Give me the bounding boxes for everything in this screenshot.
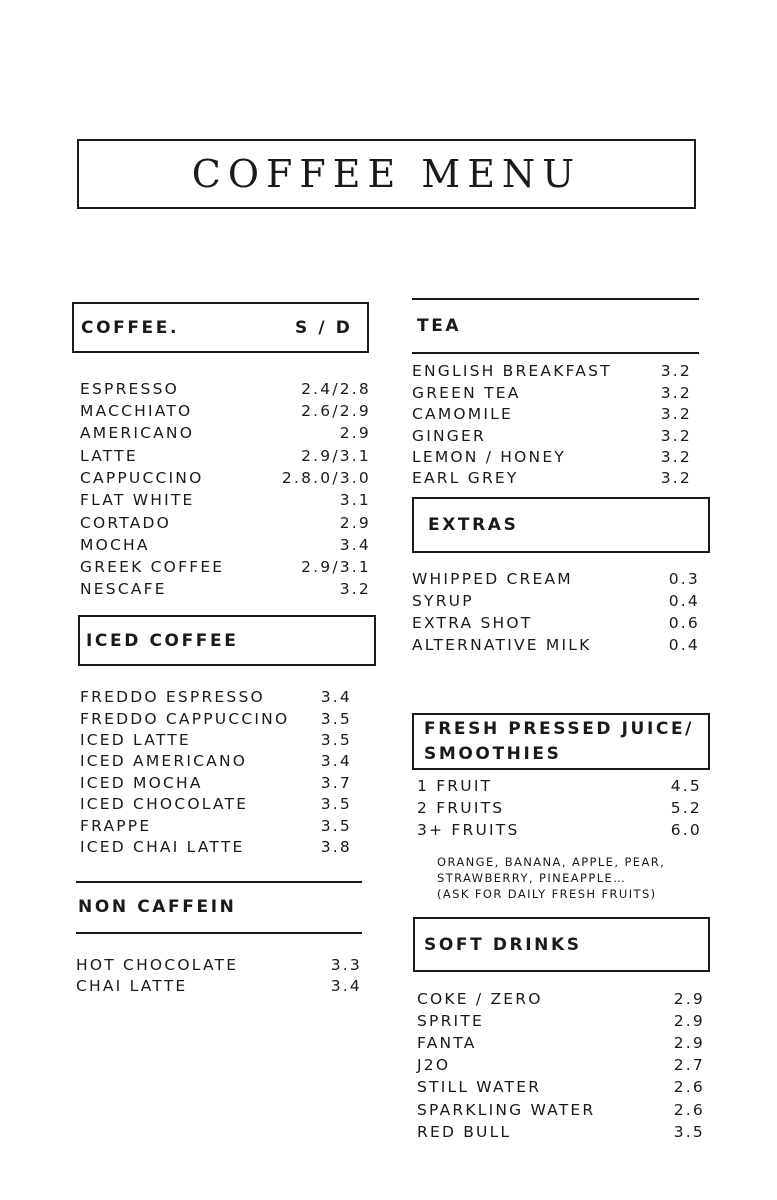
list-item: WHIPPED CREAM 0.3 (412, 570, 700, 588)
tea-heading: TEA (417, 316, 462, 336)
list-item: GREEK COFFEE 2.9/3.1 (80, 558, 371, 576)
list-item: LEMON / HONEY 3.2 (412, 448, 692, 466)
list-item: ICED LATTE 3.5 (80, 731, 352, 749)
list-item: ICED CHAI LATTE 3.8 (80, 838, 352, 856)
list-item: SPRITE 2.9 (417, 1012, 705, 1030)
juice-note-line3: (ASK FOR DAILY FRESH FRUITS) (437, 887, 657, 901)
coffee-sizes-label: S / D (295, 317, 353, 338)
list-item: MOCHA 3.4 (80, 536, 371, 554)
list-item: SYRUP 0.4 (412, 592, 700, 610)
extras-heading: EXTRAS (428, 515, 519, 535)
list-item: ALTERNATIVE MILK 0.4 (412, 636, 700, 654)
list-item: NESCAFE 3.2 (80, 580, 371, 598)
menu-title: COFFEE MENU (191, 152, 582, 196)
list-item: FREDDO CAPPUCCINO 3.5 (80, 710, 352, 728)
list-item: STILL WATER 2.6 (417, 1078, 705, 1096)
list-item: FLAT WHITE 3.1 (80, 491, 371, 509)
list-item: FANTA 2.9 (417, 1034, 705, 1052)
list-item: 2 FRUITS 5.2 (417, 799, 702, 817)
list-item: LATTE 2.9/3.1 (80, 447, 371, 465)
list-item: MACCHIATO 2.6/2.9 (80, 402, 371, 420)
juice-note-line2: STRAWBERRY, PINEAPPLE… (437, 871, 627, 885)
list-item: FREDDO ESPRESSO 3.4 (80, 688, 352, 706)
soft-drinks-heading: SOFT DRINKS (424, 934, 582, 955)
list-item: AMERICANO 2.9 (80, 424, 371, 442)
list-item: RED BULL 3.5 (417, 1123, 705, 1141)
juice-heading-line1: FRESH PRESSED JUICE/ (424, 718, 694, 739)
list-item: SPARKLING WATER 2.6 (417, 1101, 705, 1119)
list-item: ICED AMERICANO 3.4 (80, 752, 352, 770)
juice-fruit-note (437, 854, 665, 902)
list-item: J2O 2.7 (417, 1056, 705, 1074)
list-item: 1 FRUIT 4.5 (417, 777, 702, 795)
iced-coffee-heading: ICED COFFEE (86, 630, 239, 651)
noncaffein-header (78, 897, 236, 917)
tea-bottom-rule (412, 352, 699, 354)
extras-header-box (412, 497, 710, 553)
soft-drinks-header-box (413, 917, 710, 972)
noncaffein-heading: NON CAFFEIN (78, 897, 237, 917)
list-item: CORTADO 2.9 (80, 514, 371, 532)
list-item: CHAI LATTE 3.4 (76, 977, 362, 995)
list-item: GREEN TEA 3.2 (412, 384, 692, 402)
noncaffein-bottom-rule (76, 932, 362, 934)
menu-title-box (77, 139, 696, 209)
list-item: 3+ FRUITS 6.0 (417, 821, 702, 839)
noncaffein-top-rule (76, 881, 362, 883)
juice-note-line1: ORANGE, BANANA, APPLE, PEAR, (437, 855, 666, 869)
tea-header (417, 316, 461, 336)
juice-heading-line2: SMOOTHIES (424, 743, 562, 764)
coffee-header-box (72, 302, 369, 353)
list-item: GINGER 3.2 (412, 427, 692, 445)
juice-header-box (412, 713, 710, 770)
list-item: ICED MOCHA 3.7 (80, 774, 352, 792)
list-item: EARL GREY 3.2 (412, 469, 692, 487)
coffee-heading: COFFEE. (81, 317, 180, 338)
list-item: EXTRA SHOT 0.6 (412, 614, 700, 632)
iced-coffee-header-box (78, 615, 376, 666)
list-item: ICED CHOCOLATE 3.5 (80, 795, 352, 813)
list-item: ENGLISH BREAKFAST 3.2 (412, 362, 692, 380)
list-item: FRAPPE 3.5 (80, 817, 352, 835)
list-item: COKE / ZERO 2.9 (417, 990, 705, 1008)
list-item: ESPRESSO 2.4/2.8 (80, 380, 371, 398)
tea-top-rule (412, 298, 699, 300)
list-item: CAMOMILE 3.2 (412, 405, 692, 423)
list-item: CAPPUCCINO 2.8.0/3.0 (80, 469, 371, 487)
list-item: HOT CHOCOLATE 3.3 (76, 956, 362, 974)
